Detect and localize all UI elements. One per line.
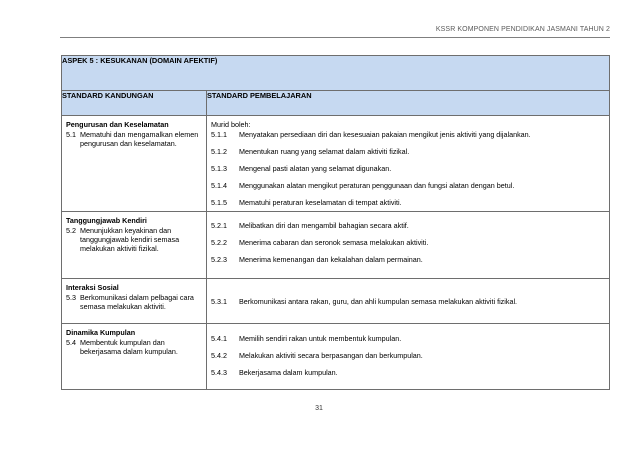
item-text: Membentuk kumpulan dan bekerjasama dalam kumpulan. bbox=[80, 338, 178, 356]
table-row bbox=[62, 116, 610, 212]
line-text: Bekerjasama dalam kumpulan. bbox=[239, 368, 338, 377]
list-item bbox=[211, 147, 605, 156]
line-text: Menyatakan persediaan diri dan kesesuaian pakaian mengikut jenis aktiviti yang dijalankan. bbox=[239, 130, 531, 139]
line-number: 5.1.1 bbox=[211, 130, 227, 139]
line-text: Menggunakan alatan mengikut peraturan penggunaan dan fungsi alatan dengan betul. bbox=[239, 181, 515, 190]
line-number: 5.4.3 bbox=[211, 368, 227, 377]
line-text: Mengenal pasti alatan yang selamat digunakan. bbox=[239, 164, 392, 173]
header-title: KSSR KOMPONEN PENDIDIKAN JASMANI TAHUN 2 bbox=[435, 26, 610, 33]
line-number: 5.2.3 bbox=[211, 255, 227, 264]
item-number: 5.2 bbox=[66, 226, 76, 235]
line-text: Menerima kemenangan dan kekalahan dalam permainan. bbox=[239, 255, 423, 264]
item-text: Berkomunikasi dalam pelbagai cara semasa melakukan aktiviti. bbox=[80, 293, 194, 311]
line-text: Melakukan aktiviti secara berpasangan dan berkumpulan. bbox=[239, 351, 423, 360]
kandungan-cell bbox=[62, 212, 207, 279]
line-number: 5.1.5 bbox=[211, 198, 227, 207]
aspect-title: ASPEK 5 : KESUKANAN (DOMAIN AFEKTIF) bbox=[62, 56, 610, 91]
pembelajaran-cell bbox=[207, 324, 610, 390]
kandungan-item bbox=[66, 130, 202, 148]
list-item bbox=[211, 238, 605, 247]
section-title: Dinamika Kumpulan bbox=[66, 328, 136, 337]
intro-text: Murid boleh: bbox=[211, 120, 251, 129]
column-header-pembelajaran: STANDARD PEMBELAJARAN bbox=[207, 91, 610, 116]
list-item bbox=[211, 164, 605, 173]
list-item bbox=[211, 181, 605, 190]
line-text: Menentukan ruang yang selamat dalam aktiviti fizikal. bbox=[239, 147, 410, 156]
kandungan-cell bbox=[62, 116, 207, 212]
section-title: Interaksi Sosial bbox=[66, 283, 119, 292]
line-number: 5.1.2 bbox=[211, 147, 227, 156]
line-number: 5.1.4 bbox=[211, 181, 227, 190]
column-header-row bbox=[62, 91, 610, 116]
section-title: Tanggungjawab Kendiri bbox=[66, 216, 147, 225]
line-number: 5.3.1 bbox=[211, 296, 227, 306]
aspect-row bbox=[62, 56, 610, 91]
kandungan-cell bbox=[62, 279, 207, 324]
column-header-kandungan: STANDARD KANDUNGAN bbox=[62, 91, 207, 116]
line-number: 5.4.2 bbox=[211, 351, 227, 360]
list-item bbox=[211, 297, 605, 306]
table-row bbox=[62, 324, 610, 390]
line-text: Melibatkan diri dan mengambil bahagian secara aktif. bbox=[239, 221, 409, 230]
pembelajaran-cell bbox=[207, 212, 610, 279]
line-text: Menerima cabaran dan seronok semasa melakukan aktiviti. bbox=[239, 238, 429, 247]
list-item bbox=[211, 221, 605, 230]
standards-table bbox=[61, 55, 610, 390]
line-text: Memilih sendiri rakan untuk membentuk kumpulan. bbox=[239, 334, 402, 343]
item-text: Mematuhi dan mengamalkan elemen pengurusan dan keselamatan. bbox=[80, 130, 199, 148]
list-item bbox=[211, 334, 605, 343]
item-number: 5.3 bbox=[66, 293, 76, 302]
table-row bbox=[62, 279, 610, 324]
line-number: 5.2.1 bbox=[211, 221, 227, 230]
page-number: 31 bbox=[315, 405, 323, 412]
line-number: 5.1.3 bbox=[211, 164, 227, 173]
list-item bbox=[211, 351, 605, 360]
kandungan-item bbox=[66, 226, 202, 253]
kandungan-item bbox=[66, 293, 202, 311]
line-text: Mematuhi peraturan keselamatan di tempat aktiviti. bbox=[239, 198, 402, 207]
pembelajaran-cell bbox=[207, 116, 610, 212]
line-text: Berkomunikasi antara rakan, guru, dan ahli kumpulan semasa melakukan aktiviti fizikal. bbox=[239, 296, 518, 306]
line-number: 5.2.2 bbox=[211, 238, 227, 247]
kandungan-item bbox=[66, 338, 202, 356]
list-item bbox=[211, 130, 605, 139]
header-divider bbox=[60, 37, 610, 38]
pembelajaran-cell bbox=[207, 279, 610, 324]
item-text: Menunjukkan keyakinan dan tanggungjawab kendiri semasa melakukan aktiviti fizikal. bbox=[80, 226, 180, 253]
kandungan-cell bbox=[62, 324, 207, 390]
item-number: 5.4 bbox=[66, 338, 76, 347]
table-row bbox=[62, 212, 610, 279]
section-title: Pengurusan dan Keselamatan bbox=[66, 120, 169, 129]
list-item bbox=[211, 255, 605, 264]
list-item bbox=[211, 198, 605, 207]
item-number: 5.1 bbox=[66, 130, 76, 139]
list-item bbox=[211, 368, 605, 377]
line-number: 5.4.1 bbox=[211, 334, 227, 343]
